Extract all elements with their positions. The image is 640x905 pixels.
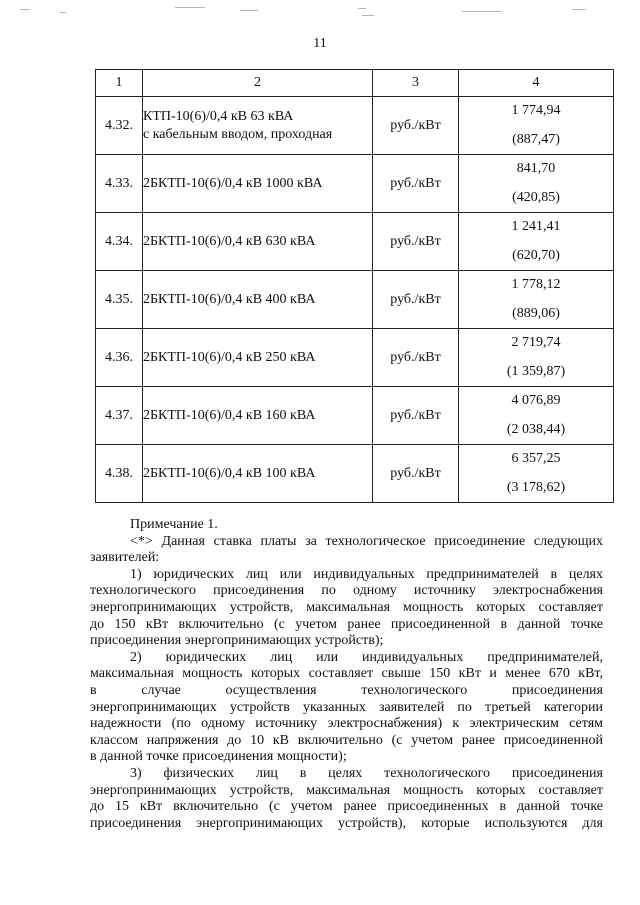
table-row <box>96 387 614 445</box>
table-row <box>96 445 614 503</box>
notes-item-1-line: до 150 кВт включительно (с учетом ранее присоединенной в данной точке <box>90 616 603 632</box>
notes-item-3-line: 3) физических лиц в целях технологического присоединения <box>130 765 603 781</box>
notes-item-1-line: энергопринимающих устройств, максимальная мощность которых составляет <box>90 599 603 615</box>
rate-value-alt: (889,06) <box>512 306 560 321</box>
notes-item-2-line: 2) юридических лиц или индивидуальных предпринимателей, <box>130 649 603 665</box>
column-header: 3 <box>373 70 459 97</box>
notes-item-2-line: энергопринимающих устройств указанных заявителей по третьей категории <box>90 699 603 715</box>
rate-value: 2 719,74 <box>511 335 561 350</box>
row-number: 4.33. <box>96 155 143 213</box>
notes-intro-line: заявителей: <box>90 550 160 566</box>
rate-value: 6 357,25 <box>511 451 561 466</box>
notes-heading: Примечание 1. <box>130 517 218 532</box>
row-number: 4.34. <box>96 213 143 271</box>
notes-section <box>90 517 603 832</box>
rate-cell <box>459 155 614 213</box>
equipment-name-line: 2БКТП-10(6)/0,4 кВ 630 кВА <box>143 233 316 249</box>
unit: руб./кВт <box>373 329 459 387</box>
table-row <box>96 213 614 271</box>
unit: руб./кВт <box>373 213 459 271</box>
scan-artifacts <box>0 0 640 20</box>
rate-value-alt: (620,70) <box>512 248 560 263</box>
rate-value: 1 778,12 <box>511 277 561 292</box>
equipment-name <box>143 387 373 445</box>
notes-item-1-line: 1) юридических лиц или индивидуальных предпринимателей в целях <box>130 566 603 582</box>
notes-item-2-line: надежности (по одному источнику электроснабжения) к электрическим сетям <box>90 716 603 732</box>
notes-item-3-line: до 15 кВт включительно (с учетом ранее присоединенных в данной точке <box>90 799 603 815</box>
equipment-name-line: 2БКТП-10(6)/0,4 кВ 1000 кВА <box>143 175 323 191</box>
rate-cell <box>459 97 614 155</box>
rate-value-alt: (3 178,62) <box>506 480 566 495</box>
notes-item-2-line: классом напряжения до 10 кВ включительно (с учетом ранее присоединенной <box>90 732 603 748</box>
row-number: 4.32. <box>96 97 143 155</box>
rate-value-alt: (2 038,44) <box>506 422 566 437</box>
equipment-name <box>143 213 373 271</box>
notes-item-2-line: в случае осуществления технологического присоединения <box>90 682 603 698</box>
unit: руб./кВт <box>373 271 459 329</box>
equipment-name <box>143 445 373 503</box>
equipment-name <box>143 271 373 329</box>
page-number: 11 <box>313 36 327 51</box>
unit: руб./кВт <box>373 445 459 503</box>
table-row <box>96 271 614 329</box>
row-number: 4.37. <box>96 387 143 445</box>
equipment-name <box>143 155 373 213</box>
equipment-name-line: с кабельным вводом, проходная <box>143 126 333 142</box>
table-header-row <box>96 70 614 97</box>
notes-item-3-line: энергопринимающих устройств, максимальная мощность которых составляет <box>90 782 603 798</box>
unit: руб./кВт <box>373 387 459 445</box>
notes-item-1-line: присоединения энергопринимающих устройств); <box>90 633 384 649</box>
rate-cell <box>459 271 614 329</box>
equipment-name <box>143 97 373 155</box>
notes-intro-line: <*> Данная ставка платы за технологическое присоединение следующих <box>130 533 603 549</box>
equipment-name-line: 2БКТП-10(6)/0,4 кВ 100 кВА <box>143 465 316 481</box>
rate-cell <box>459 387 614 445</box>
notes-item-1-line: технологического присоединения по одному источнику электроснабжения <box>90 583 603 599</box>
unit: руб./кВт <box>373 155 459 213</box>
rate-value: 4 076,89 <box>511 393 561 408</box>
row-number: 4.38. <box>96 445 143 503</box>
table-row <box>96 329 614 387</box>
equipment-name-line: 2БКТП-10(6)/0,4 кВ 250 кВА <box>143 349 316 365</box>
column-header: 1 <box>96 70 143 97</box>
rate-value-alt: (420,85) <box>512 190 560 205</box>
rate-cell <box>459 329 614 387</box>
equipment-name-line: 2БКТП-10(6)/0,4 кВ 160 кВА <box>143 407 316 423</box>
notes-item-2-line: в данной точке присоединения мощности); <box>90 749 347 765</box>
rate-value-alt: (1 359,87) <box>506 364 566 379</box>
tariff-table <box>95 69 614 503</box>
notes-item-2-line: максимальная мощность которых составляет свыше 150 кВт и менее 670 кВт, <box>90 666 603 682</box>
row-number: 4.35. <box>96 271 143 329</box>
rate-cell <box>459 213 614 271</box>
table-row <box>96 155 614 213</box>
rate-value-alt: (887,47) <box>512 132 560 147</box>
column-header: 2 <box>143 70 373 97</box>
equipment-name-line: КТП-10(6)/0,4 кВ 63 кВА <box>143 108 294 124</box>
rate-value: 1 774,94 <box>511 103 561 118</box>
equipment-name-line: 2БКТП-10(6)/0,4 кВ 400 кВА <box>143 291 316 307</box>
row-number: 4.36. <box>96 329 143 387</box>
unit: руб./кВт <box>373 97 459 155</box>
column-header: 4 <box>459 70 614 97</box>
table-row <box>96 97 614 155</box>
equipment-name <box>143 329 373 387</box>
rate-cell <box>459 445 614 503</box>
rate-value: 841,70 <box>516 161 556 176</box>
rate-value: 1 241,41 <box>511 219 561 234</box>
notes-item-3-line: присоединения энергопринимающих устройств), которые используются для <box>90 815 603 831</box>
